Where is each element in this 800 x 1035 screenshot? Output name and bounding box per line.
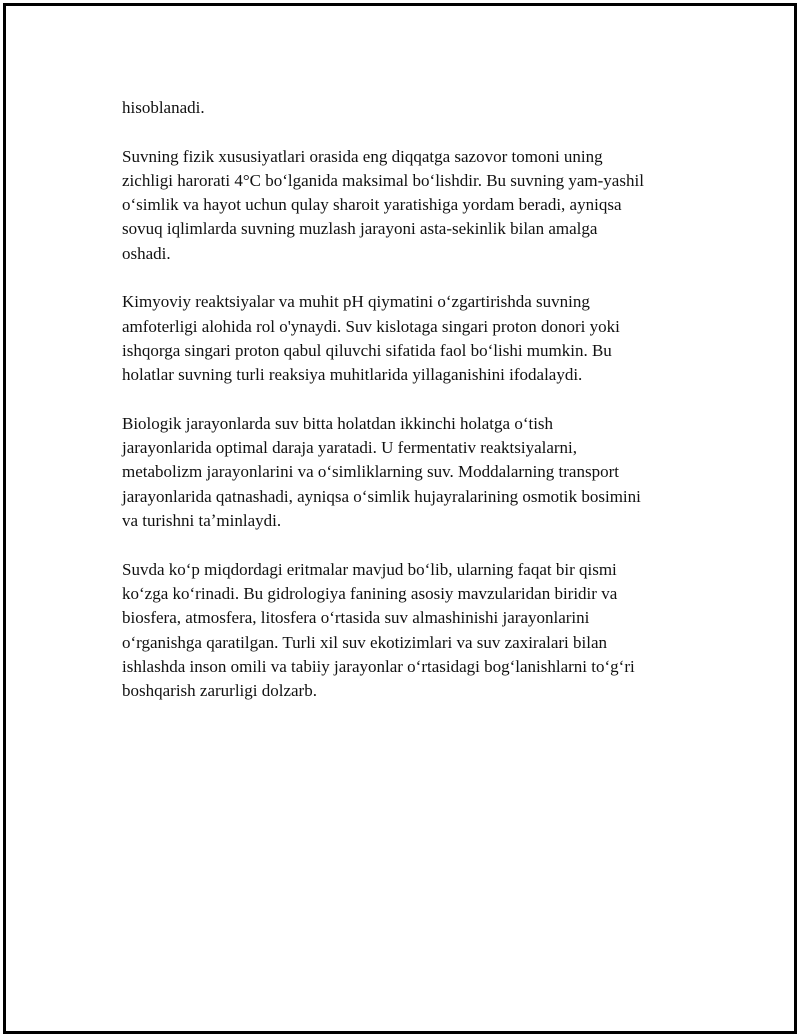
- paragraph-5: [122, 558, 692, 704]
- text-line: ishqorga singari proton qabul qiluvchi sifatida faol boʻlishi mumkin. Bu: [122, 340, 612, 360]
- paragraph-1: [122, 96, 692, 120]
- text-line: Suvning fizik xususiyatlari orasida eng diqqatga sazovor tomoni uning: [122, 146, 603, 166]
- text-line: amfoterligi alohida rol o'ynaydi. Suv kislotaga singari proton donori yoki: [122, 316, 620, 336]
- text-line: sovuq iqlimlarda suvning muzlash jarayoni asta-sekinlik bilan amalga: [122, 219, 598, 239]
- paragraph-4: [122, 412, 692, 533]
- text-line: Suvda koʻp miqdordagi eritmalar mavjud boʻlib, ularning faqat bir qismi: [122, 559, 617, 579]
- text-line: holatlar suvning turli reaksiya muhitlarida yillaganishini ifodalaydi.: [122, 365, 583, 385]
- text-line: zichligi harorati 4°C boʻlganida maksimal boʻlishdir. Bu suvning yam-yashil: [122, 170, 644, 190]
- text-line: ishlashda inson omili va tabiiy jarayonlar oʻrtasidagi bogʻlanishlarni toʻgʻri: [122, 656, 635, 676]
- text-line: hisoblanadi.: [122, 98, 205, 117]
- text-line: jarayonlarida optimal daraja yaratadi. U fermentativ reaktsiyalarni,: [122, 438, 578, 458]
- text-line: biosfera, atmosfera, litosfera oʻrtasida suv almashinishi jarayonlarini: [122, 608, 590, 628]
- document-body: [122, 96, 692, 728]
- paragraph-2: [122, 145, 692, 266]
- text-line: jarayonlarida qatnashadi, ayniqsa oʻsimlik hujayralarining osmotik bosimini: [122, 486, 641, 506]
- text-line: koʻzga koʻrinadi. Bu gidrologiya fanining asosiy mavzularidan biridir va: [122, 583, 618, 603]
- document-page: [3, 3, 797, 1034]
- text-line: boshqarish zarurligi dolzarb.: [122, 681, 317, 701]
- text-line: va turishni taʼminlaydi.: [122, 511, 282, 531]
- text-line: oʻrganishga qaratilgan. Turli xil suv ekotizimlari va suv zaxiralari bilan: [122, 632, 608, 652]
- text-line: oʻsimlik va hayot uchun qulay sharoit yaratishiga yordam beradi, ayniqsa: [122, 195, 622, 215]
- paragraph-3: [122, 290, 692, 387]
- text-line: metabolizm jarayonlarini va oʻsimliklarning suv. Moddalarning transport: [122, 462, 619, 482]
- text-line: Kimyoviy reaktsiyalar va muhit pH qiymatini oʻzgartirishda suvning: [122, 292, 590, 312]
- text-line: oshadi.: [122, 243, 171, 263]
- text-line: Biologik jarayonlarda suv bitta holatdan ikkinchi holatga oʻtish: [122, 413, 554, 433]
